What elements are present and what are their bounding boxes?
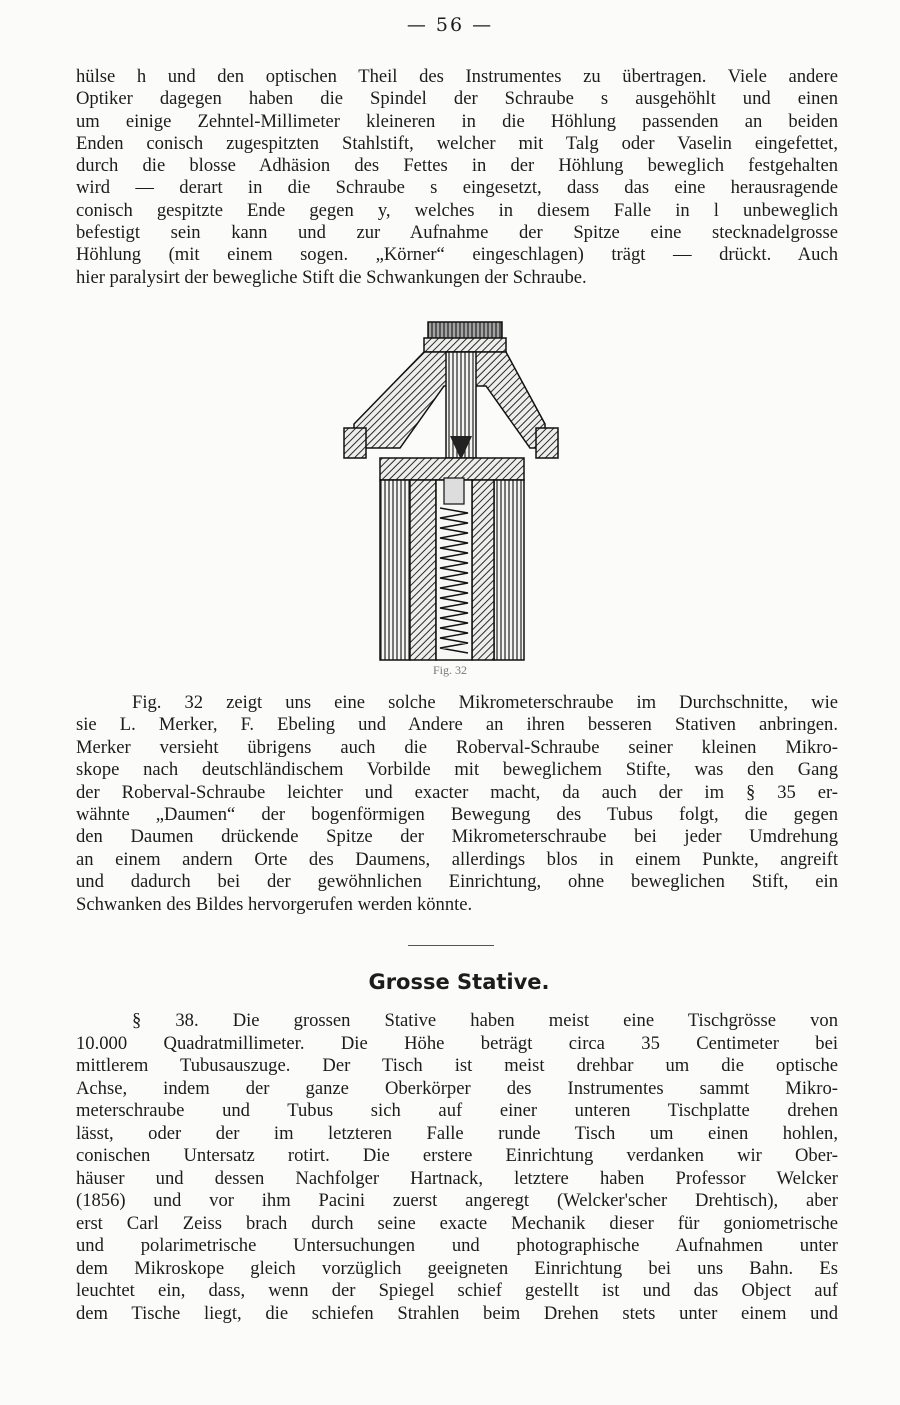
page-number: — 56 —: [406, 14, 494, 36]
text-line: leuchtet ein, dass, wenn der Spiegel schief gestellt ist und das Object auf: [76, 1280, 838, 1301]
figure-caption: Fig. 32: [432, 663, 467, 677]
text-line: dem Mikroskope gleich vorzüglich geeigneten Einrichtung bei uns Bahn. Es: [76, 1257, 838, 1279]
text-line: häuser und dessen Nachfolger Hartnack, letztere haben Professor Welcker: [76, 1167, 838, 1189]
text-line: conischen Untersatz rotirt. Die erstere Einrichtung verdanken wir Ober-: [76, 1145, 838, 1166]
text-line: um einige Zehntel-Millimeter kleineren in die Höhlung passenden an beiden: [76, 110, 838, 132]
text-line: lässt, oder der im letzteren Falle runde Tisch um einen hohlen,: [76, 1122, 838, 1144]
paragraph-1: [76, 66, 838, 289]
text-line: wähnte „Daumen“ der bogenförmigen Bewegung des Tubus folgt, die gegen: [76, 804, 838, 826]
text-line: befestigt sein kann und zur Aufnahme der Spitze eine stecknadelgrosse: [76, 222, 838, 244]
text-line: skope nach deutschländischem Vorbilde mit beweglichem Stifte, was den Gang: [76, 759, 838, 781]
text-line: conisch gespitzte Ende gegen y, welches in diesem Falle in l unbeweglich: [76, 199, 838, 221]
micrometer-screw-illustration: [340, 316, 560, 662]
text-line: 10.000 Quadratmillimeter. Die Höhe beträgt circa 35 Centimeter bei: [76, 1032, 838, 1054]
paragraph-3: [76, 1010, 838, 1325]
text-line: Schwanken des Bildes hervorgerufen werden könnte.: [76, 893, 473, 915]
text-line: und polarimetrische Untersuchungen und photographische Aufnahmen unter: [76, 1235, 838, 1256]
text-line: Enden conisch zugespitzten Stahlstift, welcher mit Talg oder Vaselin eingefettet,: [76, 132, 838, 154]
text-line: erst Carl Zeiss brach durch seine exacte Mechanik dieser für goniometrische: [76, 1212, 838, 1234]
text-line: Achse, indem der ganze Oberkörper des Instrumentes sammt Mikro-: [76, 1077, 838, 1099]
text-line: sie L. Merker, F. Ebeling und Andere an ihren besseren Stativen anbringen.: [76, 714, 838, 736]
text-line: Optiker dagegen haben die Spindel der Schraube s ausgehöhlt und einen: [76, 88, 838, 110]
text-line: Fig. 32 zeigt uns eine solche Mikrometerschraube im Durchschnitte, wie: [132, 692, 838, 713]
text-line: (1856) und vor ihm Pacini zuerst angeregt (Welcker'scher Drehtisch), aber: [76, 1190, 838, 1211]
paragraph-2: [76, 692, 838, 916]
text-line: hier paralysirt der bewegliche Stift die Schwankungen der Schraube.: [76, 266, 587, 288]
text-line: der Roberval-Schraube leichter und exacter macht, da auch der im § 35 er-: [76, 781, 838, 803]
text-line: durch die blosse Adhäsion des Fettes in der Höhlung beweglich festgehalten: [76, 155, 838, 177]
text-line: an einem andern Orte des Daumens, allerdings blos in einem Punkte, angreift: [76, 848, 838, 870]
text-line: Merker versieht übrigens auch die Roberval-Schraube seiner kleinen Mikro-: [76, 736, 838, 758]
text-line: meterschraube und Tubus sich auf einer unteren Tischplatte drehen: [76, 1100, 838, 1121]
text-line: und dadurch bei der gewöhnlichen Einrichtung, ohne beweglichen Stift, ein: [76, 871, 838, 893]
text-line: den Daumen drückende Spitze der Mikrometerschraube bei jeder Umdrehung: [76, 826, 838, 848]
text-line: hülse h und den optischen Theil des Instrumentes zu übertragen. Viele andere: [76, 66, 838, 87]
section-heading: Grosse Stative.: [368, 970, 550, 994]
text-line: § 38. Die grossen Stative haben meist eine Tischgrösse von: [132, 1010, 838, 1031]
text-line: mittlerem Tubusauszuge. Der Tisch ist meist drehbar um die optische: [76, 1055, 838, 1076]
micrometer-screw-cross-section-icon: [340, 316, 560, 662]
section-divider: [408, 945, 494, 946]
text-line: dem Tische liegt, die schiefen Strahlen beim Drehen stets unter einem und: [76, 1302, 838, 1324]
text-line: wird — derart in die Schraube s eingesetzt, dass das eine herausragende: [76, 177, 838, 199]
text-line: Höhlung (mit einem sogen. „Körner“ eingeschlagen) trägt — drückt. Auch: [76, 244, 838, 266]
